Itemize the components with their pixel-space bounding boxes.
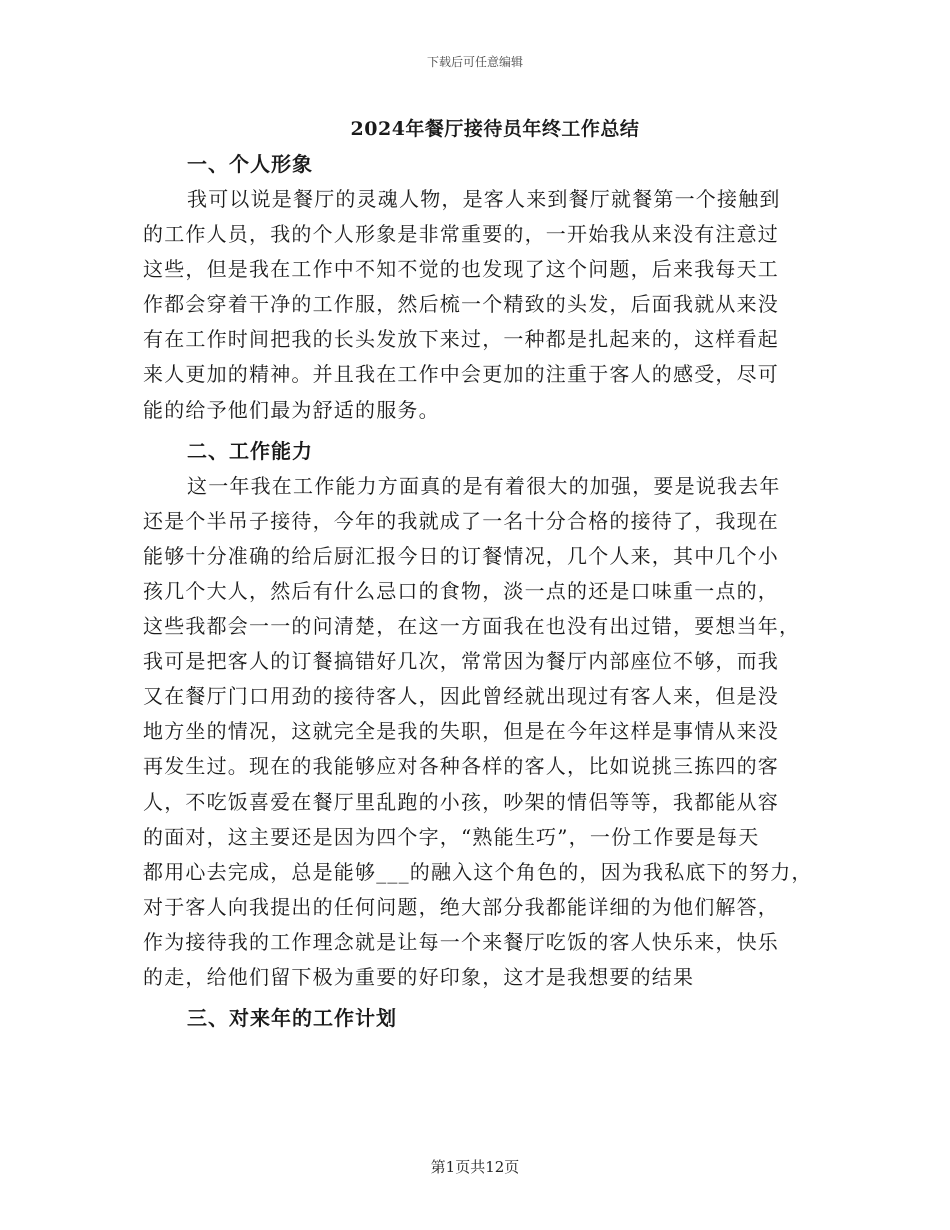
section-heading-work-ability: 二、工作能力 — [187, 438, 313, 463]
paragraph-line: 又在餐厅门口用劲的接待客人，因此曾经就出现过有客人来，但是没 — [143, 684, 779, 709]
paragraph-line: 人，不吃饭喜爱在餐厅里乱跑的小孩，吵架的情侣等等，我都能从容 — [143, 789, 779, 814]
paragraph-line: 孩几个大人，然后有什么忌口的食物，淡一点的还是口味重一点的， — [143, 578, 779, 603]
paragraph-line: 能够十分准确的给后厨汇报今日的订餐情况，几个人来，其中几个小 — [143, 543, 779, 568]
paragraph-line: 的工作人员，我的个人形象是非常重要的，一开始我从来没有注意过 — [143, 222, 779, 247]
paragraph-line: 这些，但是我在工作中不知不觉的也发现了这个问题，后来我每天工 — [143, 257, 779, 282]
paragraph-line: 有在工作时间把我的长头发放下来过，一种都是扎起来的，这样看起 — [143, 327, 779, 352]
paragraph-line: 我可是把客人的订餐搞错好几次，常常因为餐厅内部座位不够，而我 — [143, 649, 779, 674]
paragraph-line: 的面对，这主要还是因为四个字，“熟能生巧”，一份工作要是每天 — [143, 824, 760, 849]
paragraph-line: 对于客人向我提出的任何问题，绝大部分我都能详细的为他们解答， — [143, 894, 779, 919]
section-heading-personal-image: 一、个人形象 — [187, 152, 313, 176]
section-heading-next-year-plan: 三、对来年的工作计划 — [187, 1006, 397, 1031]
header-note: 下载后可任意编辑 — [426, 55, 523, 69]
paragraph-line: 的走，给他们留下极为重要的好印象，这才是我想要的结果 — [143, 964, 695, 989]
paragraph-line: 都用心去完成，总是能够___的融入这个角色的，因为我私底下的努力， — [143, 859, 813, 884]
paragraph-line: 还是个半吊子接待，今年的我就成了一名十分合格的接待了，我现在 — [143, 508, 779, 533]
paragraph-line: 能的给予他们最为舒适的服务。 — [143, 397, 440, 422]
paragraph-line: 作为接待我的工作理念就是让每一个来餐厅吃饭的客人快乐来，快乐 — [143, 929, 779, 954]
paragraph-line: 再发生过。现在的我能够应对各种各样的客人，比如说挑三拣四的客 — [143, 754, 779, 779]
paragraph-line: 我可以说是餐厅的灵魂人物，是客人来到餐厅就餐第一个接触到 — [187, 187, 781, 211]
document-body — [143, 146, 823, 1036]
paragraph-line: 这些我都会一一的问清楚，在这一方面我在也没有出过错，要想当年， — [143, 614, 801, 639]
paragraph-line: 地方坐的情况，这就完全是我的失职，但是在今年这样是事情从来没 — [143, 719, 779, 744]
page-footer: 第1页共12页 — [430, 1158, 520, 1176]
document-title: 2024年餐厅接待员年终工作总结 — [350, 118, 640, 140]
paragraph-line: 这一年我在工作能力方面真的是有着很大的加强，要是说我去年 — [187, 473, 781, 498]
paragraph-line: 来人更加的精神。并且我在工作中会更加的注重于客人的感受，尽可 — [143, 362, 779, 387]
paragraph-line: 作都会穿着干净的工作服，然后梳一个精致的头发，后面我就从来没 — [143, 292, 779, 317]
